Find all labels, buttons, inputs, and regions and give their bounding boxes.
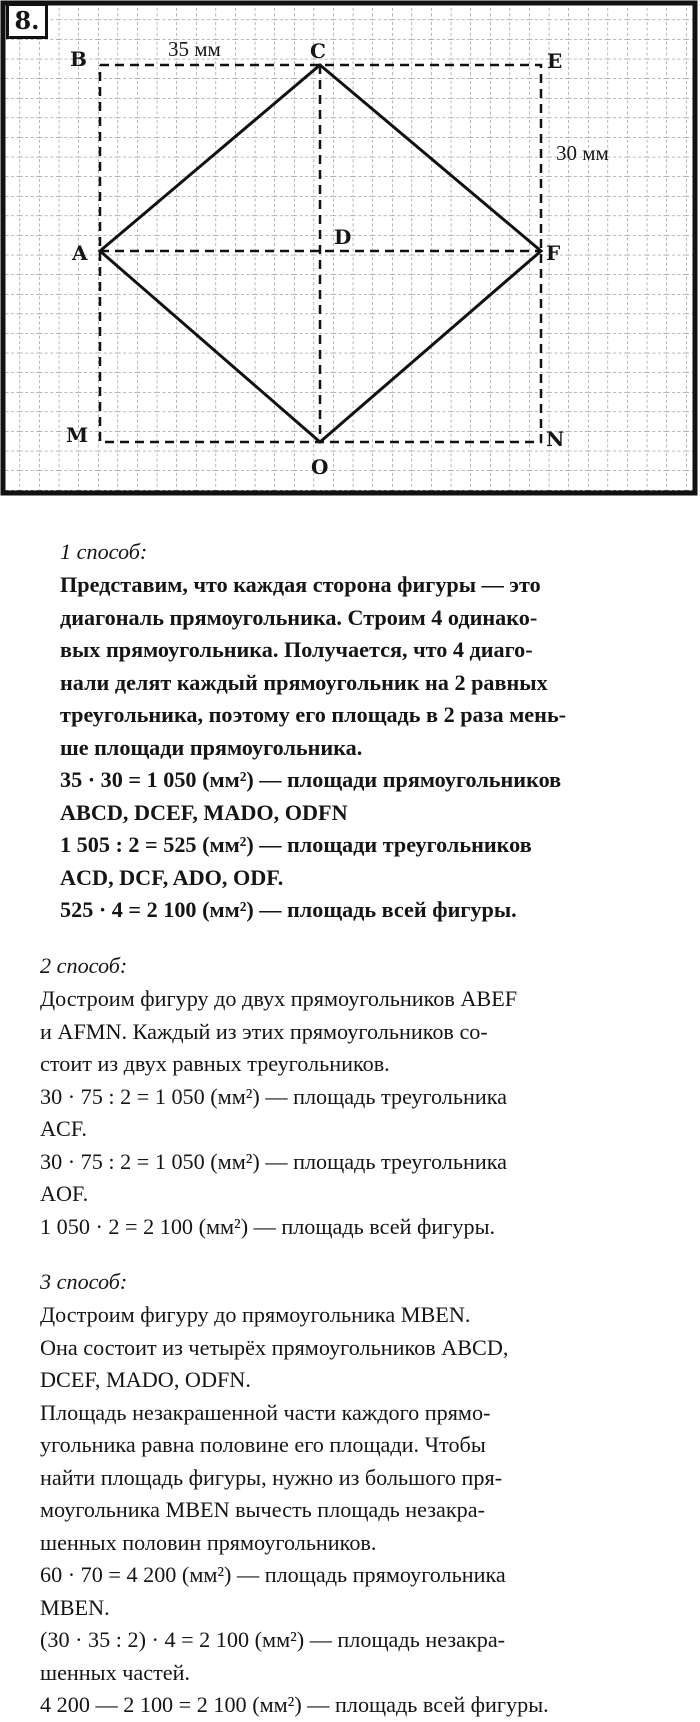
- dimension-top: 35 мм: [168, 37, 221, 61]
- method1-line: диагональ прямоугольника. Строим 4 одинако-: [60, 604, 538, 630]
- method3-line: DCEF, MADO, ODFN.: [40, 1367, 251, 1392]
- method1-line: нали делят каждый прямоугольник на 2 равных: [60, 669, 548, 695]
- method2-line: и AFMN. Каждый из этих прямоугольников со-: [40, 1018, 488, 1044]
- method3-heading: 3 способ:: [40, 1269, 128, 1294]
- label-E: E: [547, 49, 563, 73]
- method1-line: ше площади прямоугольника.: [60, 734, 363, 760]
- method1-line: ACD, DCF, ADO, ODF.: [60, 864, 284, 890]
- method2-line: 1 050 · 2 = 2 100 (мм²) — площадь всей фигуры.: [40, 1213, 496, 1239]
- method1-line: треугольника, поэтому его площадь в 2 раза мень-: [60, 702, 567, 727]
- label-B: B: [70, 47, 87, 71]
- task-number: 8.: [6, 3, 48, 39]
- method3-line: 60 · 70 = 4 200 (мм²) — площадь прямоугольника: [40, 1562, 506, 1587]
- method2-line: стоит из двух равных треугольников.: [40, 1051, 390, 1076]
- method3-text: [40, 1299, 549, 1722]
- method3-line: шенных половин прямоугольников.: [40, 1529, 377, 1555]
- method2-text: [40, 983, 517, 1243]
- method3-line: (30 · 35 : 2) · 4 = 2 100 (мм²) — площадь незакра-: [40, 1627, 506, 1652]
- method2-line: ACF.: [40, 1116, 87, 1141]
- method1-line: вых прямоугольника. Получается, что 4 диаго-: [60, 637, 533, 662]
- label-A: A: [72, 241, 88, 265]
- method2-heading: 2 способ:: [40, 953, 128, 978]
- label-M: M: [66, 423, 89, 447]
- method3-line: 4 200 — 2 100 = 2 100 (мм²) — площадь всей фигуры.: [40, 1692, 549, 1717]
- label-N: N: [546, 427, 565, 451]
- method3-line: Площадь незакрашенной части каждого прямо-: [40, 1399, 491, 1425]
- method2-line: 30 · 75 : 2 = 1 050 (мм²) — площадь треугольника: [40, 1083, 508, 1109]
- grid-figure: [0, 0, 700, 500]
- method1-line: ABCD, DCEF, MADO, ODFN: [60, 799, 348, 825]
- method3-line: шенных частей.: [40, 1659, 191, 1685]
- method3-line: MBEN.: [40, 1594, 110, 1620]
- method1-line: 1 505 : 2 = 525 (мм²) — площади треугольников: [60, 832, 532, 857]
- method2-line: Достроим фигуру до двух прямоугольников ABEF: [40, 986, 518, 1011]
- method3-line: моугольника MBEN вычесть площадь незакра-: [40, 1497, 485, 1522]
- label-O: O: [311, 455, 329, 479]
- method1-heading: 1 способ:: [60, 539, 148, 564]
- method3-line: Достроим фигуру до прямоугольника MBEN.: [40, 1302, 471, 1327]
- dimension-right: 30 мм: [556, 141, 609, 165]
- method3-line: найти площадь фигуры, нужно из большого пря-: [40, 1464, 503, 1490]
- method3-line: Она состоит из четырёх прямоугольников ABCD,: [40, 1334, 509, 1360]
- method2-line: AOF.: [40, 1181, 89, 1206]
- label-D: D: [334, 225, 352, 249]
- method1-line: 525 · 4 = 2 100 (мм²) — площадь всей фигуры.: [60, 897, 517, 922]
- geometry-drawing: [0, 0, 700, 500]
- label-C: C: [310, 39, 326, 63]
- method1-line: Представим, что каждая сторона фигуры — это: [60, 572, 541, 597]
- method1-text: [60, 569, 566, 927]
- method1-line: 35 · 30 = 1 050 (мм²) — площади прямоугольников: [60, 767, 562, 792]
- method3-line: угольника равна половине его площади. Чтобы: [40, 1432, 486, 1457]
- label-F: F: [546, 241, 561, 265]
- method2-line: 30 · 75 : 2 = 1 050 (мм²) — площадь треугольника: [40, 1148, 508, 1174]
